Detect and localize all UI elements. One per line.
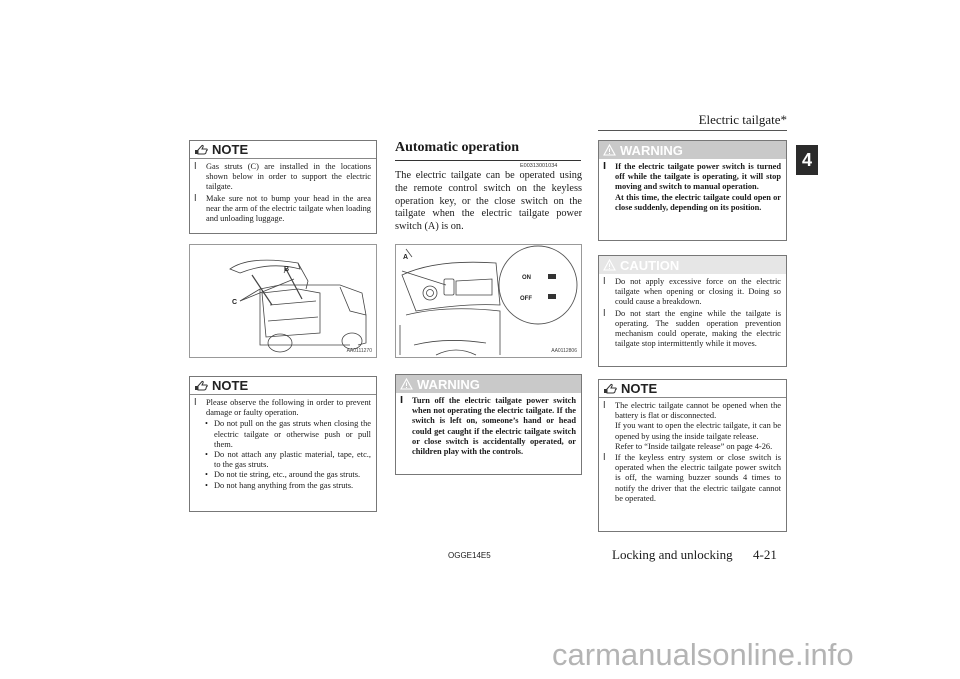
warning-header bbox=[599, 141, 786, 159]
section-rule bbox=[395, 160, 581, 161]
note-hand-icon bbox=[603, 383, 617, 394]
page-reference: Refer to “Inside tailgate release” on page 4-26. bbox=[615, 441, 773, 451]
power-switch-illustration bbox=[396, 245, 581, 357]
footer-section-name: Locking and unlocking bbox=[612, 547, 733, 562]
watermark: carmanualsonline.info bbox=[552, 637, 854, 672]
figure-code: AA0111270 bbox=[346, 348, 372, 354]
note-body bbox=[599, 398, 786, 508]
warning-body bbox=[396, 393, 581, 461]
warning-box-manual-operation bbox=[598, 140, 787, 241]
list-item: l Do not apply excessive force on the electric tailgate when opening or closing it. Doing so could cause a breakdown. bbox=[603, 277, 781, 307]
switch-on-position bbox=[548, 274, 556, 279]
warning-heading: WARNING bbox=[417, 376, 480, 392]
list-item: l Please observe the following in order to prevent damage or faulty operation. bbox=[194, 398, 371, 418]
callout-a: A bbox=[403, 254, 409, 261]
note-hand-icon bbox=[194, 380, 208, 391]
list-item: l Gas struts (C) are installed in the locations shown below in order to support the electric tailgate. bbox=[194, 162, 371, 192]
note-body bbox=[190, 159, 376, 228]
warning-header bbox=[396, 375, 581, 393]
list-item: l The electric tailgate cannot be opened when the battery is flat or disconnected. If you want to open the electric tailgate, it can be opened by using the inside tailgate release. Refer to “Inside tailgate release” on page 4-26. bbox=[603, 401, 781, 451]
sub-list-item: • Do not tie string, etc., around the gas struts. bbox=[205, 470, 361, 480]
sub-list-item: • Do not hang anything from the gas struts. bbox=[205, 480, 354, 490]
switch-off-position bbox=[548, 294, 556, 299]
power-switch-figure bbox=[395, 244, 582, 358]
magnified-switch-circle bbox=[499, 246, 577, 324]
section-paragraph: The electric tailgate can be operated using the remote control switch on the keyless operation key, or the close switch on the tailgate when the electric tailgate power switch (A) is on. bbox=[395, 170, 582, 233]
caution-triangle-icon bbox=[603, 259, 616, 271]
warning-box-power-switch bbox=[395, 374, 582, 475]
callout-c: C bbox=[232, 299, 238, 306]
list-item: l Turn off the electric tailgate power switch when not operating the electric tailgate. If the switch is left on, someone’s hand or head could get caught if the electric tailgate switch or close switch is accidentally operated, or children play with the controls. bbox=[400, 396, 576, 457]
switch-off-label: OFF bbox=[520, 296, 532, 302]
list-item: l Make sure not to bump your head in the area near the arm of the electric tailgate when loading and unloading luggage. bbox=[194, 193, 371, 224]
note-box-gas-strut-care bbox=[189, 376, 377, 512]
caution-body bbox=[599, 274, 786, 353]
note-heading: NOTE bbox=[621, 381, 658, 396]
note-heading: NOTE bbox=[212, 142, 249, 157]
caution-heading: CAUTION bbox=[620, 257, 680, 273]
warning-triangle-icon bbox=[400, 378, 413, 390]
note-header bbox=[190, 377, 376, 395]
vehicle-rear-illustration bbox=[190, 245, 376, 357]
page-number: 4-21 bbox=[753, 547, 777, 562]
note-body bbox=[190, 395, 376, 494]
header-rule bbox=[598, 130, 787, 131]
sub-list-item: • Do not attach any plastic material, tape, etc., to the gas struts. bbox=[205, 450, 371, 470]
warning-heading: WARNING bbox=[620, 142, 683, 158]
warning-body bbox=[599, 159, 786, 217]
warning-triangle-icon bbox=[603, 144, 616, 156]
document-code: OGGE14E5 bbox=[448, 551, 491, 560]
note-box-battery bbox=[598, 379, 787, 532]
list-item: l If the electric tailgate power switch is turned off while the tailgate is operating, it will stop moving and switch to manual operation. At this time, the electric tailgate could open or close suddenly, depending on its position. bbox=[603, 162, 781, 212]
sub-list-item: • Do not pull on the gas struts when closing the electric tailgate or otherwise push or pull them. bbox=[205, 419, 371, 449]
note-header bbox=[599, 380, 786, 398]
caution-box bbox=[598, 255, 787, 367]
note-heading: NOTE bbox=[212, 378, 249, 393]
list-item: l If the keyless entry system or close switch is operated when the electric tailgate power switch is off, the warning buzzer sounds 4 times to notify the driver that the electric tailgate cannot be operated. bbox=[603, 453, 781, 503]
note-box-gas-struts bbox=[189, 140, 377, 234]
running-header: Electric tailgate* bbox=[698, 112, 787, 127]
section-code: E00313001034 bbox=[520, 163, 558, 169]
callout-b: B bbox=[284, 266, 290, 273]
list-item: l Do not start the engine while the tailgate is operating. The sudden operation prevention mechanism could operate, making the electric tailgate stop intermittently while it moves. bbox=[603, 308, 781, 349]
caution-header bbox=[599, 256, 786, 274]
section-title: Automatic operation bbox=[395, 140, 520, 155]
tailgate-gas-strut-figure bbox=[189, 244, 377, 358]
note-header bbox=[190, 141, 376, 159]
switch-on-label: ON bbox=[522, 275, 531, 281]
figure-code: AA0112806 bbox=[551, 348, 577, 354]
chapter-tab: 4 bbox=[796, 145, 818, 175]
note-hand-icon bbox=[194, 144, 208, 155]
